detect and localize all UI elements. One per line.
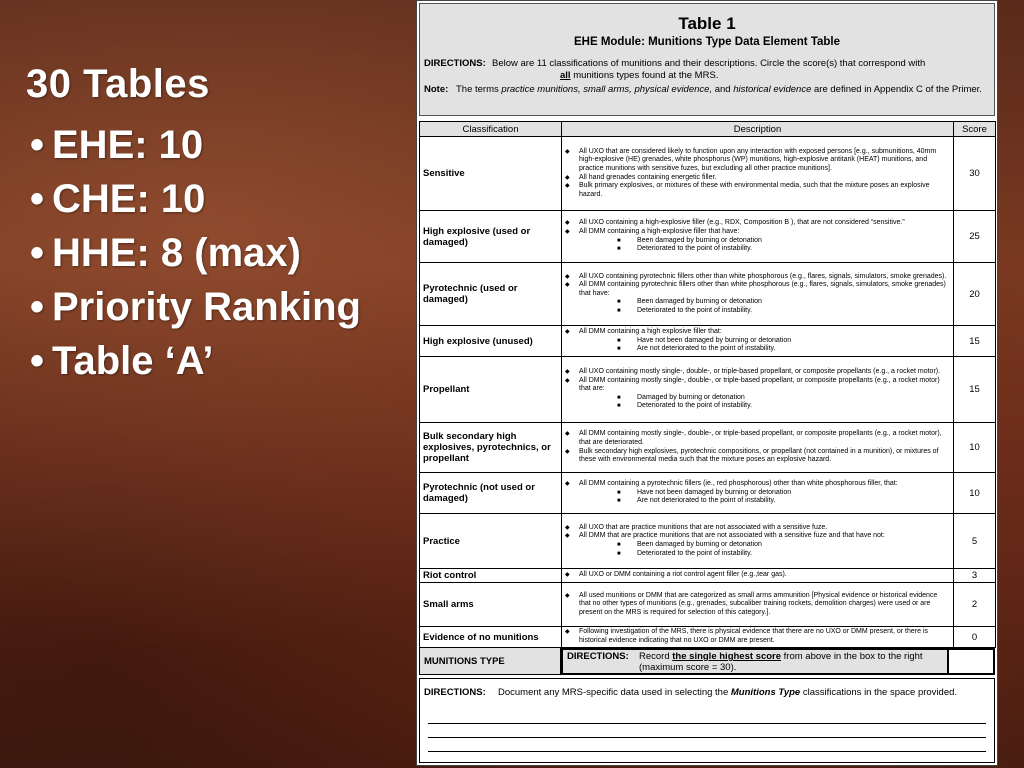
munitions-type-score-box[interactable] [949, 648, 995, 675]
bullet-item [30, 118, 361, 172]
directions-label: DIRECTIONS: [424, 58, 486, 69]
table-row [420, 583, 996, 627]
description-item: ◆ Bulk secondary high explosives, pyrotechnic compositions, or propellant (not contained in a munition), or mixtures of these with environmental media such that the mixture poses an explosive hazard. [565, 447, 939, 464]
score-cell[interactable]: 0 [954, 627, 996, 648]
description-item: ◆ All UXO or DMM containing a riot control agent filler (e.g.,tear gas). [565, 571, 787, 579]
description-cell [562, 473, 954, 514]
description-item: ◆ All UXO containing pyrotechnic fillers other than white phosphorous (e.g., flares, signals, simulators, smoke grenades). [565, 272, 947, 280]
description-subitem: ■ Have not been damaged by burning or detonation [617, 336, 792, 344]
description-cell [562, 326, 954, 357]
description-subitem: ■ Have not been damaged by burning or detonation [617, 488, 792, 496]
column-header-classification: Classification [420, 122, 562, 137]
score-cell[interactable]: 15 [954, 357, 996, 423]
score-cell[interactable]: 10 [954, 473, 996, 514]
description-cell [562, 423, 954, 473]
classification-cell: Bulk secondary high explosives, pyrotechnics, or propellant [420, 423, 562, 473]
score-cell[interactable]: 5 [954, 514, 996, 569]
documentation-section [419, 678, 995, 763]
square-bullet-icon: ■ [617, 550, 621, 557]
diamond-bullet-icon: ◆ [565, 592, 570, 599]
diamond-bullet-icon: ◆ [565, 273, 570, 280]
document-title: Table 1 [678, 14, 736, 33]
slide-title: 30 Tables [26, 62, 210, 106]
munitions-type-directions: DIRECTIONS: Record the single highest score from above in the box to the right (maximum score = 30). [561, 648, 949, 675]
bullet-text: HHE: 8 (max) [52, 231, 301, 275]
description-item: ◆ All DMM containing mostly single-, double-, or triple-based propellant, or composite propellants (e.g., a rocket motor) that are: [565, 376, 940, 393]
description-cell [562, 514, 954, 569]
bullet-dot-icon: • [30, 231, 45, 275]
table-row [420, 569, 996, 583]
documentation-directions: DIRECTIONS: Document any MRS-specific data used in selecting the Munitions Type classifications in the space provided. [424, 687, 958, 698]
classification-cell: High explosive (unused) [420, 326, 562, 357]
table-row [420, 357, 996, 423]
table-header-row [420, 122, 996, 137]
munitions-type-label: MUNITIONS TYPE [419, 648, 561, 675]
description-subitem: ■ Are not deteriorated to the point of instability. [617, 345, 776, 353]
munitions-type-row [419, 648, 995, 675]
score-cell[interactable]: 15 [954, 326, 996, 357]
description-cell [562, 357, 954, 423]
bullet-text: Table ‘A’ [52, 339, 214, 383]
description-item: ◆ All UXO that are practice munitions that are not associated with a sensitive fuze. [565, 523, 828, 531]
square-bullet-icon: ■ [617, 307, 621, 314]
diamond-bullet-icon: ◆ [565, 572, 570, 579]
square-bullet-icon: ■ [617, 299, 621, 306]
column-header-description: Description [562, 122, 954, 137]
document-header [419, 3, 995, 116]
table-row [420, 473, 996, 514]
description-cell [562, 137, 954, 211]
square-bullet-icon: ■ [617, 246, 621, 253]
description-item: ◆ All UXO containing mostly single-, double-, or triple-based propellant, or composite propellants (e.g., a rocket motor). [565, 368, 941, 376]
description-item: ◆ All DMM containing pyrotechnic fillers other than white phosphorous (e.g., flares, signals, simulators, smoke grenades) that have: [565, 281, 946, 297]
description-item: ◆ All DMM containing a high explosive filler that: [565, 328, 722, 336]
table-row [420, 263, 996, 326]
bullet-dot-icon: • [30, 285, 45, 329]
description-item: ◆ All UXO that are considered likely to function upon any interaction with exposed persons [e.g., submunitions, 40mm high-explosive (HE) grenades, white phosphorus (WP) munitions, high-explosive antitank (HEAT) munitions, and practice munitions with sensitive fuzes, but excluding all other practice munitions]. [565, 147, 937, 172]
munitions-type-table [419, 121, 996, 648]
bullet-text: CHE: 10 [52, 177, 206, 221]
description-item: ◆ All DMM containing a pyrotechnic fillers (ie., red phosphorous) other than white phosphorous filler, that: [565, 480, 898, 488]
description-subitem: ■ Deteriorated to the point of instability. [617, 245, 753, 253]
diamond-bullet-icon: ◆ [565, 174, 570, 181]
diamond-bullet-icon: ◆ [565, 448, 570, 455]
diamond-bullet-icon: ◆ [565, 524, 570, 531]
table-row [420, 211, 996, 263]
document-table-1 [416, 0, 998, 766]
slide-text-panel [0, 0, 410, 768]
description-item: ◆ All UXO containing a high-explosive filler (e.g., RDX, Composition B ), that are not considered “sensitive.” [565, 219, 905, 227]
description-cell [562, 583, 954, 627]
bullet-item [30, 334, 361, 388]
description-item: ◆ All hand grenades containing energetic filler. [565, 173, 717, 181]
diamond-bullet-icon: ◆ [565, 183, 570, 190]
diamond-bullet-icon: ◆ [565, 369, 570, 376]
note-text: The terms practice munitions, small arms, physical evidence, and historical evidence are defined in Appendix C of the Primer. [456, 84, 982, 95]
square-bullet-icon: ■ [617, 542, 621, 548]
score-cell[interactable]: 2 [954, 583, 996, 627]
description-item: ◆ Following investigation of the MRS, there is physical evidence that there are no UXO or DMM present, or there is historical evidence indicating that no UXO or DMM are present. [565, 628, 928, 644]
table-row [420, 137, 996, 211]
diamond-bullet-icon: ◆ [565, 282, 570, 289]
classification-cell: Riot control [420, 569, 562, 583]
score-cell[interactable]: 30 [954, 137, 996, 211]
description-subitem: ■ Deteriorated to the point of instability. [617, 306, 753, 314]
square-bullet-icon: ■ [617, 237, 621, 244]
classification-cell: Practice [420, 514, 562, 569]
diamond-bullet-icon: ◆ [565, 220, 570, 227]
square-bullet-icon: ■ [617, 394, 621, 401]
bullet-item [30, 226, 361, 280]
description-item: ◆ All DMM that are practice munitions that are not associated with a sensitive fuze and that have not: [565, 532, 885, 540]
document-subtitle: EHE Module: Munitions Type Data Element Table [573, 36, 841, 48]
bullet-text: EHE: 10 [52, 123, 204, 167]
score-cell[interactable]: 3 [954, 569, 996, 583]
diamond-bullet-icon: ◆ [565, 629, 570, 636]
documentation-line[interactable] [428, 737, 986, 738]
description-subitem: ■ Deteriorated to the point of instability. [617, 402, 753, 410]
score-cell[interactable]: 25 [954, 211, 996, 263]
classification-cell: High explosive (used or damaged) [420, 211, 562, 263]
bullet-list [30, 118, 361, 388]
table-row [420, 423, 996, 473]
diamond-bullet-icon: ◆ [565, 431, 570, 438]
description-cell [562, 263, 954, 326]
bullet-item [30, 280, 361, 334]
description-subitem: ■ Been damaged by burning or detonation [617, 541, 762, 548]
square-bullet-icon: ■ [617, 346, 621, 353]
classification-cell: Evidence of no munitions [420, 627, 562, 648]
score-cell[interactable]: 20 [954, 263, 996, 326]
classification-cell: Pyrotechnic (not used or damaged) [420, 473, 562, 514]
square-bullet-icon: ■ [617, 337, 621, 344]
table-row [420, 514, 996, 569]
description-subitem: ■ Deteriorated to the point of instability. [617, 549, 753, 557]
diamond-bullet-icon: ◆ [565, 533, 570, 540]
classification-cell: Propellant [420, 357, 562, 423]
description-subitem: ■ Are not deteriorated to the point of instability. [617, 497, 776, 505]
square-bullet-icon: ■ [617, 498, 621, 505]
classification-cell: Sensitive [420, 137, 562, 211]
documentation-line[interactable] [428, 751, 986, 752]
square-bullet-icon: ■ [617, 489, 621, 496]
description-subitem: ■ Been damaged by burning or detonation [617, 236, 762, 244]
description-item: ◆ Bulk primary explosives, or mixtures of these with environmental media, such that the mixture poses an explosive hazard. [565, 182, 930, 198]
bullet-dot-icon: • [30, 177, 45, 221]
note-label: Note: [424, 84, 449, 95]
column-header-score: Score [954, 122, 996, 137]
description-subitem: ■ Damaged by burning or detonation [617, 393, 745, 401]
description-cell [562, 211, 954, 263]
diamond-bullet-icon: ◆ [565, 377, 570, 384]
table-row [420, 627, 996, 648]
directions-text: Below are 11 classifications of munitions and their descriptions. Circle the score(s) that correspond with all munitions types found at the MRS. [492, 58, 926, 81]
directions [424, 58, 988, 82]
diamond-bullet-icon: ◆ [565, 329, 570, 336]
description-cell [562, 569, 954, 583]
description-subitem: ■ Been damaged by burning or detonation [617, 298, 762, 306]
classification-cell: Small arms [420, 583, 562, 627]
diamond-bullet-icon: ◆ [565, 148, 570, 155]
bullet-dot-icon: • [30, 123, 45, 167]
bullet-item [30, 172, 361, 226]
square-bullet-icon: ■ [617, 403, 621, 410]
diamond-bullet-icon: ◆ [565, 481, 570, 488]
description-cell [562, 627, 954, 648]
diamond-bullet-icon: ◆ [565, 228, 570, 235]
table-row [420, 326, 996, 357]
note [424, 84, 988, 96]
description-item: ◆ All DMM containing mostly single-, double-, or triple-based propellant, or composite propellants (e.g., a rocket motor), that are deteriorated. [565, 430, 942, 446]
documentation-line[interactable] [428, 723, 986, 724]
bullet-dot-icon: • [30, 339, 45, 383]
classification-cell: Pyrotechnic (used or damaged) [420, 263, 562, 326]
description-item: ◆ All used munitions or DMM that are categorized as small arms ammunition [Physical evidence or historical evidence that no other types of munitions (e.g., grenades, subcaliber training rockets, demolition charges) were used or are present on the MRS is required for selection of this category.]. [565, 591, 938, 616]
score-cell[interactable]: 10 [954, 423, 996, 473]
description-item: ◆ All DMM containing a high-explosive filler that have: [565, 227, 740, 235]
bullet-text: Priority Ranking [52, 285, 361, 329]
